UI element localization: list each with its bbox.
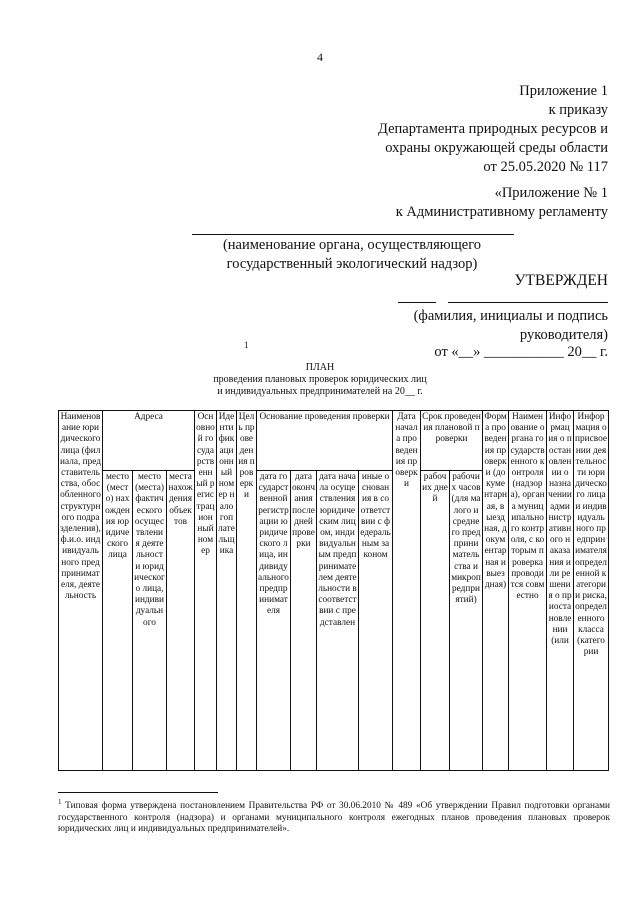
approved-label: УТВЕРЖДЕН: [514, 272, 608, 289]
plan-title: ПЛАН: [305, 362, 335, 373]
header-cell: рабочих дней: [421, 471, 450, 771]
organ-caption-line: (наименование органа, осуществляющего: [222, 237, 482, 253]
header-cell: Наименование юридического лица (филиала, представительства, обособленного структурного подразделения), ф.и.о. индивидуального предпринимателя, деятельность: [59, 411, 103, 771]
name-line: [448, 302, 608, 303]
organ-caption-line: государственный экологический надзор): [226, 256, 478, 272]
signature-caption: [348, 307, 608, 345]
appendix-1-line: к приказу: [548, 102, 608, 118]
inspection-plan-table: [58, 410, 609, 771]
header-cell: Идентификационный номер налогоплательщика: [217, 411, 237, 771]
plan-subtitle: проведения плановых проверок юридических лиц: [213, 374, 427, 385]
header-cell: дата окончания последней проверки: [291, 471, 317, 771]
signature-caption-line: руководителя): [519, 327, 608, 343]
plan-subtitle: и индивидуальных предпринимателей на 20__ г.: [217, 386, 423, 397]
header-cell: Наименование органа государственного контроля (надзора), органа муниципального контроля, с которым проверка проводится совместно: [509, 411, 547, 771]
header-cell: Срок проведения плановой проверки: [421, 411, 483, 471]
organ-caption: [192, 236, 512, 274]
footnote-separator: [58, 792, 218, 793]
organ-name-line: [192, 234, 514, 235]
header-cell: Информация о присвоении деятельности юридического лица и индивидуального предпринимателя определенной категории риска, определенного класса (категории: [574, 411, 609, 771]
appendix-1-line: охраны окружающей среды области: [385, 140, 608, 156]
regulation-appendix-line: к Административному регламенту: [395, 204, 608, 220]
header-cell: место (место) нахождения юридического лица: [103, 471, 133, 771]
header-cell: Дата начала проведения проверки: [393, 411, 421, 771]
header-cell: дата начала осуществления юридическим лицом, индивидуальным предпринимателем деятельности в соответствии с представлен: [317, 471, 359, 771]
header-cell: рабочих часов (для малого и среднего предпринимательства и микропредприятий): [450, 471, 483, 771]
signature-caption-line: (фамилия, инициалы и подпись: [413, 308, 608, 324]
header-cell: Цель проведения проверки: [237, 411, 257, 771]
appendix-1-line: от 25.05.2020 № 117: [483, 159, 608, 175]
footnote-number: 1: [58, 798, 62, 806]
header-cell: Основной государственный регистрационный номер: [195, 411, 217, 771]
header-cell: Основание проведения проверки: [257, 411, 393, 471]
page-number: 4: [317, 50, 323, 64]
appendix-1-line: Департамента природных ресурсов и: [378, 121, 608, 137]
footnote-text: Типовая форма утверждена постановлением Правительства РФ от 30.06.2010 № 489 «Об утверждении Правил подготовки органами государственного контроля (надзора) и органами муниципального контроля ежегодных планов проведения плановых проверок юридических лиц и индивидуальных предпринимателей».: [58, 801, 611, 835]
regulation-appendix-line: «Приложение № 1: [494, 185, 608, 201]
appendix-1-header: [378, 82, 608, 177]
header-cell: Адреса: [103, 411, 195, 471]
header-cell: Форма проведения проверки (документарная, выездная, документарная и выездная): [483, 411, 509, 771]
header-cell: Информация о постановлении о назначении административного наказания или решения о приостановлении (или: [547, 411, 574, 771]
header-cell: иные основания в соответствии с федеральным законом: [359, 471, 393, 771]
approval-date: от «__» ___________ 20__ г.: [434, 344, 608, 360]
footnote: [58, 797, 610, 836]
footnote-reference: 1: [244, 340, 249, 350]
header-cell: место (места) фактического осуществления деятельности юридического лица, индивидуального: [133, 471, 167, 771]
plan-title-block: [0, 362, 640, 398]
signature-line: [398, 302, 436, 303]
header-cell: дата государственной регистрации юридического лица, индивидуального предпринимателя: [257, 471, 291, 771]
header-cell: места нахождения объектов: [167, 471, 195, 771]
appendix-1-line: Приложение 1: [519, 83, 608, 99]
regulation-appendix-header: [396, 184, 608, 222]
